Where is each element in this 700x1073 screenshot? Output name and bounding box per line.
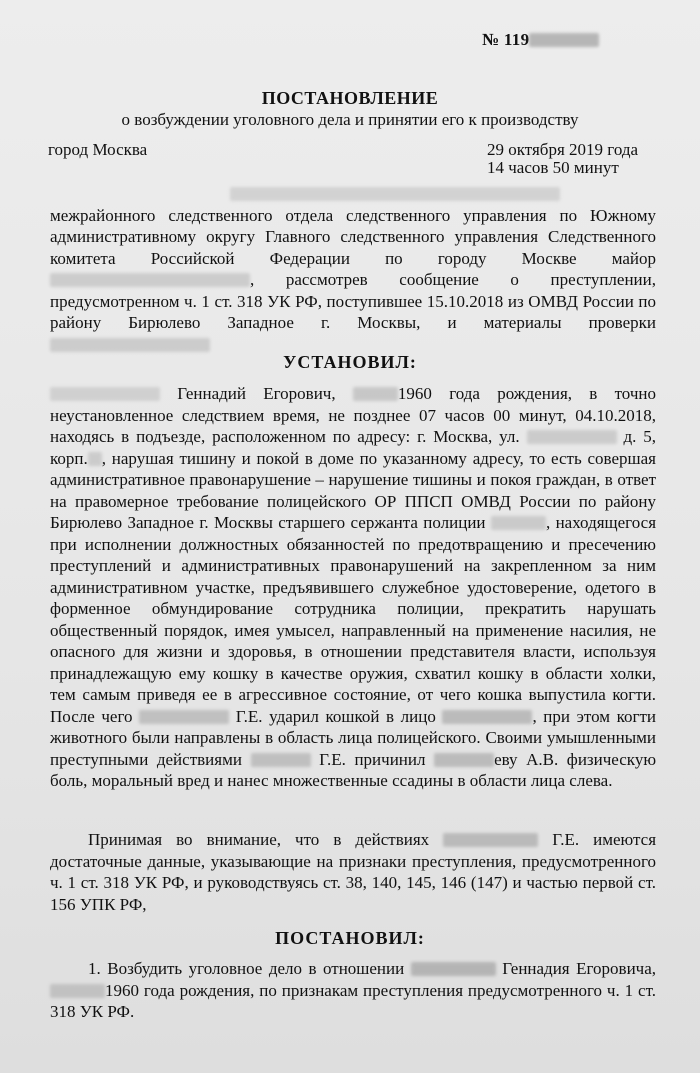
redacted-surname-4: [443, 833, 538, 847]
redacted-officer-1: [491, 516, 546, 530]
redacted-check-number: [50, 338, 210, 352]
date-block: [487, 141, 638, 177]
redacted-surname-3: [251, 753, 311, 767]
redacted-number: [529, 33, 599, 47]
redacted-building: [88, 452, 102, 466]
document-number: № 119: [482, 30, 599, 50]
redacted-name-1: [230, 187, 560, 201]
date: 29 октября 2019 года: [487, 140, 639, 159]
consideration-paragraph: Принимая во внимание, что в действиях Г.Е. имеются достаточные данные, указывающие на признаки преступления, предусмотренного ч. 1 ст. 318 УК РФ, и руководствуясь ст. 38, 140, 145, 146 (147) и частью первой ст. 156 УПК РФ,: [50, 830, 657, 914]
redacted-surname-1: [50, 387, 160, 401]
redacted-officer-2: [442, 710, 532, 724]
redacted-birthdate-1: [353, 387, 398, 401]
document-title: ПОСТАНОВЛЕНИЕ: [261, 88, 439, 108]
redacted-name-2: [50, 273, 250, 287]
resolved-paragraph: 1. Возбудить уголовное дело в отношении Геннадия Егоровича, 1960 года рождения, по признакам преступления предусмотренного ч. 1 ст. 318 УК РФ.: [50, 959, 657, 1021]
intro-paragraph: межрайонного следственного отдела следственного управления по Южному административному округу Главного следственного управления Следственного комитета Российской Федерации по городу Москве майор , рассмотрев сообщение о преступлении, предусмотренном ч. 1 ст. 318 УК РФ, поступившее 15.10.2018 из ОМВД России по району Бирюлево Западное г. Москвы, и материалы проверки: [50, 183, 656, 355]
established-paragraph: Геннадий Егорович, 1960 года рождения, в точно неустановленное следствием время, не позднее 07 часов 00 минут, 04.10.2018, находясь в подъезде, расположенном по адресу: г. Москва, ул. д. 5, корп. , нарушая тишину и покой в доме по указанному адресу, то есть совершая административное правонарушение – нарушение тишины и покоя граждан, в ответ на правомерное требование полицейского ОР ППСП ОМВД России по району Бирюлево Западное г. Москвы старшего сержанта полиции , находящегося при исполнении должностных обязанностей по предотвращению и пресечению преступлений и административных правонарушений на закрепленном за ним административном участке, предъявившего служебное удостоверение, одетого в форменное обмундирование сотрудника полиции, прекратить нарушать общественный порядок, имея умысел, направленный на применение насилия, не опасного для жизни и здоровья, в отношении представителя власти, используя принадлежащую ему кошку в качестве оружия, схватил кошку в области холки, тем самым приведя ее в агрессивное состояние, от чего кошка выпустила когти. После чего Г.Е. ударил кошкой в лицо , при этом когти животного были направлены в область лица полицейского. Своими умышленными преступными действиями Г.Е. причинил еву А.В. физическую боль, моральный вред и нанес множественные ссадины в области лица слева.: [50, 384, 657, 790]
time: 14 часов 50 минут: [487, 158, 619, 177]
redacted-surname-2: [139, 710, 229, 724]
document-subtitle: о возбуждении уголовного дела и принятии его к производству: [121, 110, 579, 129]
redacted-street: [527, 430, 617, 444]
heading-established: УСТАНОВИЛ:: [283, 352, 417, 372]
redacted-officer-3: [434, 753, 494, 767]
redacted-birthdate-2: [50, 984, 105, 998]
city: город Москва: [48, 140, 148, 159]
redacted-surname-5: [411, 962, 496, 976]
heading-resolved: ПОСТАНОВИЛ:: [275, 928, 425, 948]
